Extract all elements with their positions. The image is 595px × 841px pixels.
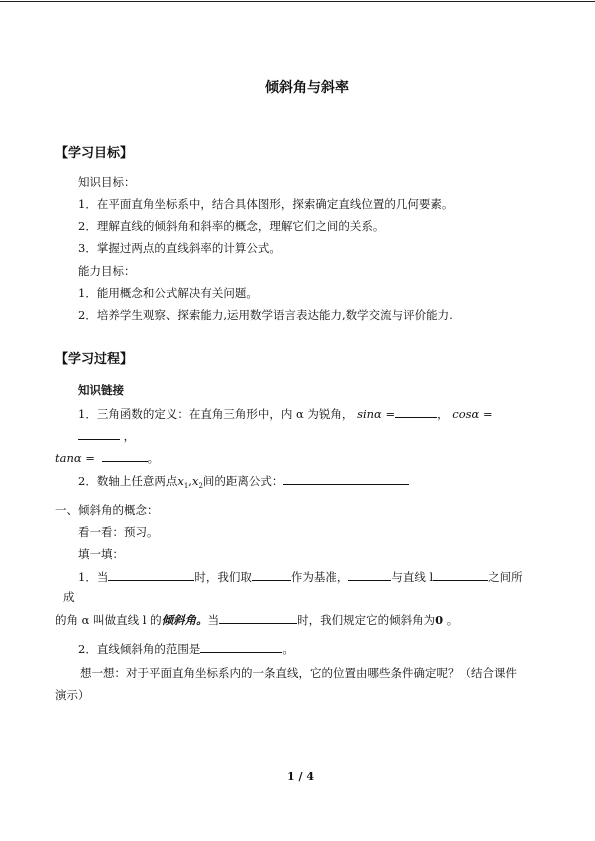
tan-label: tanα = xyxy=(55,451,95,465)
inclination-term: 倾斜角。 xyxy=(161,613,208,627)
def-text-d: 与直线 l xyxy=(391,570,434,584)
cos-answer-line xyxy=(78,428,135,443)
def-text-f: 成 xyxy=(63,590,75,604)
inclination-def-line2 xyxy=(55,612,458,627)
baseline-blank[interactable] xyxy=(252,569,291,581)
knowledge-goal-2: 2．理解直线的倾斜角和斜率的概念，理解它们之间的关系。 xyxy=(78,219,385,233)
trig-definition-line xyxy=(78,406,493,421)
x1-subscript: 1 xyxy=(183,482,189,490)
sin-comma: ， xyxy=(437,407,449,421)
direction-blank[interactable] xyxy=(348,569,391,581)
knowledge-link-heading: 知识链接 xyxy=(78,383,124,397)
goals-heading: 【学习目标】 xyxy=(55,146,134,161)
def-text-l: 。 xyxy=(446,613,459,627)
direction2-blank[interactable] xyxy=(433,569,488,581)
page-title: 倾斜角与斜率 xyxy=(265,80,349,96)
tan-blank[interactable] xyxy=(102,450,148,462)
x1-var: x xyxy=(177,474,184,488)
tan-end: 。 xyxy=(147,451,160,465)
cos-trailing-comma: ， xyxy=(123,429,136,443)
knowledge-goal-1: 1．在平面直角坐标系中，结合具体图形，探索确定直线位置的几何要素。 xyxy=(78,197,454,211)
knowledge-goal-3: 3．掌握过两点的直线斜率的计算公式。 xyxy=(78,241,281,255)
top-border xyxy=(0,1,595,2)
def-text-e: 之间所 xyxy=(488,570,523,584)
condition-blank[interactable] xyxy=(108,569,194,581)
think-line-1: 想一想：对于平面直角坐标系内的一条直线，它的位置由哪些条件确定呢？（结合课件 xyxy=(80,666,517,680)
ability-goals-label: 能力目标： xyxy=(78,264,136,278)
def-text-g: 的角 α 叫做直线 l 的 xyxy=(55,613,162,627)
look-line: 看一看：预习。 xyxy=(78,525,159,539)
fill-line: 填一填： xyxy=(78,547,124,561)
def-text-c: 作为基准， xyxy=(290,570,349,584)
range-text: 2．直线倾斜角的范围是 xyxy=(78,642,201,656)
cos-blank[interactable] xyxy=(78,428,120,440)
ability-goal-1: 1．能用概念和公式解决有关问题。 xyxy=(78,286,258,300)
process-heading: 【学习过程】 xyxy=(55,352,134,367)
range-blank[interactable] xyxy=(200,641,282,653)
sin-blank[interactable] xyxy=(395,406,437,418)
parallel-condition-blank[interactable] xyxy=(219,612,297,624)
ability-goal-2: 2．培养学生观察、探索能力,运用数学语言表达能力,数学交流与评价能力. xyxy=(78,308,453,322)
def-text-b: 时，我们取 xyxy=(194,570,252,584)
section1-heading: 一、倾斜角的概念： xyxy=(55,503,159,517)
def-text-a: 1．当 xyxy=(78,570,109,584)
tan-line xyxy=(55,450,159,465)
cos-label: cosα = xyxy=(452,407,493,421)
sin-label: sinα = xyxy=(357,407,396,421)
range-end: 。 xyxy=(282,642,294,656)
think-line-2: 演示） xyxy=(55,688,90,702)
x2-subscript: 2 xyxy=(198,482,203,490)
inclination-def-line1 xyxy=(78,569,523,584)
page-number: 1 / 4 xyxy=(287,770,314,783)
def-text-j: 时，我们规定它的倾斜角为 xyxy=(297,613,436,627)
trig-definition-text: 1．三角函数的定义：在直角三角形中，内 α 为锐角， xyxy=(78,407,354,421)
distance-line xyxy=(78,473,409,493)
knowledge-goals-label: 知识目标： xyxy=(78,175,136,189)
range-line xyxy=(78,641,294,656)
distance-blank[interactable] xyxy=(283,473,409,485)
x-separator: , xyxy=(188,474,192,488)
x2-var: x xyxy=(191,474,199,488)
distance-text: 2．数轴上任意两点 xyxy=(78,474,178,488)
zero-value: 0 xyxy=(435,613,444,627)
distance-tail: 间的距离公式： xyxy=(202,474,284,488)
def-text-i: 当 xyxy=(207,613,220,627)
